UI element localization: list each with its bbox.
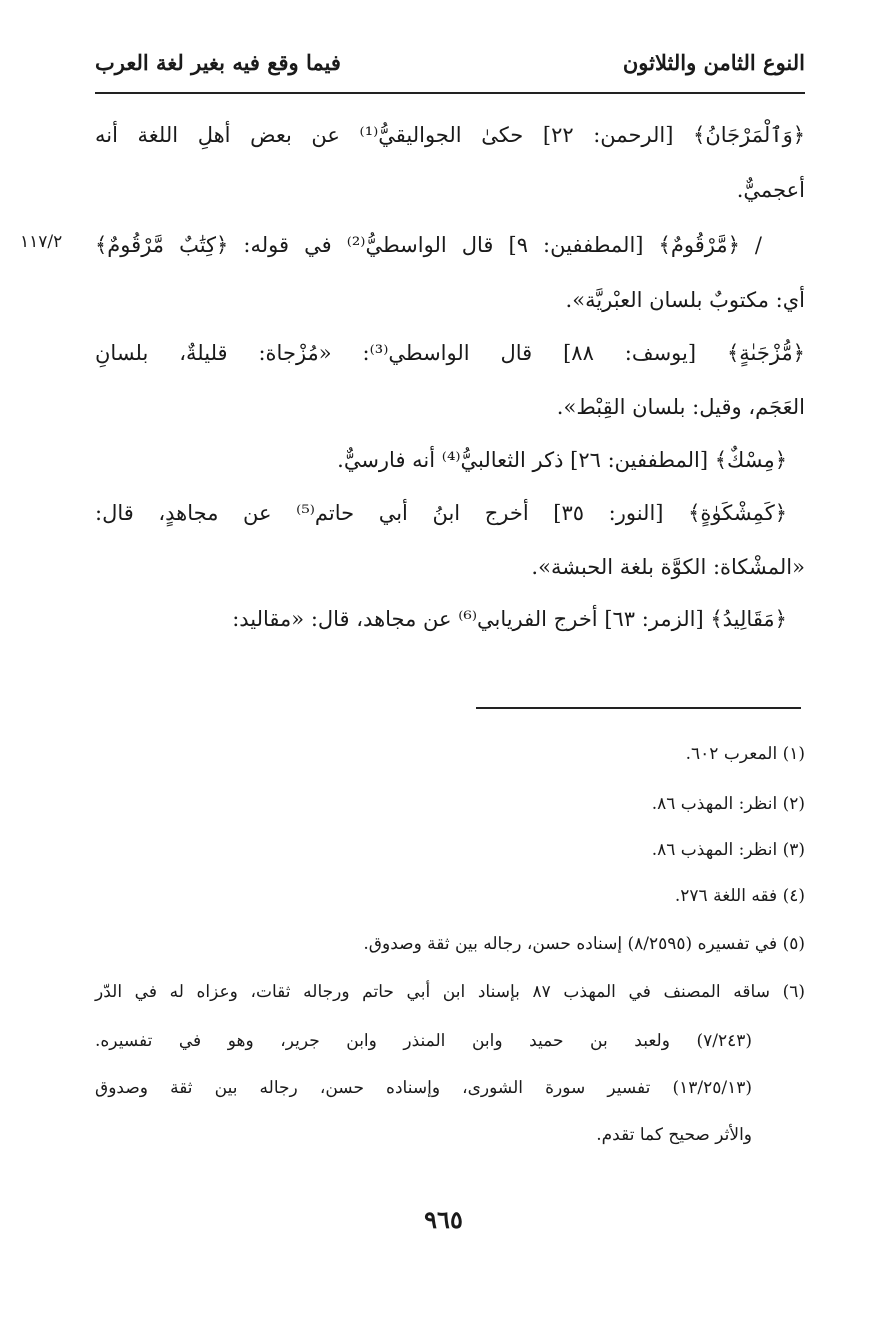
running-header	[95, 40, 805, 94]
body-line: «المشْكاة: الكوَّة بلغة الحبشة».	[531, 555, 805, 579]
footnote-separator	[476, 707, 801, 709]
body-line: أي: مكتوبٌ بلسان العبْريَّة».	[565, 288, 805, 312]
body-line: ﴿كَمِشْكَوٰةٍ﴾ [النور: ٣٥] أخرج ابنُ أبي حاتم⁽⁵⁾ عن مجاهدٍ، قال:	[95, 501, 787, 525]
page-number: ٩٦٥	[424, 1205, 463, 1234]
section-title: فيما وقع فيه بغير لغة العرب	[95, 50, 341, 75]
footnote: (٦) ساقه المصنف في المهذب ٨٧ بإسناد ابن أبي حاتم ورجاله ثقات، وعزاه له في الدّر	[95, 982, 805, 1002]
body-line: / ﴿مَّرْقُومٌ﴾ [المطففين: ٩] قال الواسطيُّ⁽²⁾ في قوله: ﴿كِتَٰبٌ مَّرْقُومٌ﴾	[95, 233, 763, 257]
footnote-continuation: والأثر صحيح كما تقدم.	[596, 1125, 752, 1145]
body-line: ﴿مِسْكٌ﴾ [المطففين: ٢٦] ذكر الثعالبيُّ⁽⁴⁾ أنه فارسيٌّ.	[337, 448, 787, 472]
footnote: (٢) انظر: المهذب ٨٦.	[651, 794, 805, 814]
footnote-continuation: (٧/٢٤٣) ولعبد بن حميد وابن المنذر وابن جرير، وهو في تفسيره.	[95, 1031, 752, 1051]
chapter-title: النوع الثامن والثلاثون	[622, 50, 805, 75]
footnote: (١) المعرب ٦٠٢.	[685, 744, 805, 764]
body-line: ﴿وَٱلْمَرْجَانُ﴾ [الرحمن: ٢٢] حكىٰ الجواليقيُّ⁽¹⁾ عن بعض أهلِ اللغة أنه	[95, 123, 806, 147]
margin-reference: ١١٧/٢	[20, 232, 63, 252]
body-line: ﴿مَقَالِيدُ﴾ [الزمر: ٦٣] أخرج الفريابي⁽⁶⁾ عن مجاهد، قال: «مقاليد:	[232, 607, 787, 631]
body-line: أعجميٌّ.	[736, 178, 805, 202]
footnote: (٣) انظر: المهذب ٨٦.	[651, 840, 805, 860]
footnote: (٥) في تفسيره (٨/٢٥٩٥) إسناده حسن، رجاله بين ثقة وصدوق.	[363, 934, 805, 954]
footnote-continuation: (١٣/٢٥/١٣) تفسير سورة الشورى، وإسناده حسن، رجاله بين ثقة وصدوق	[95, 1078, 752, 1098]
footnote: (٤) فقه اللغة ٢٧٦.	[674, 886, 805, 906]
body-line: ﴿مُّزْجَىٰةٍ﴾ [يوسف: ٨٨] قال الواسطي⁽³⁾: «مُزْجاة: قليلةٌ، بلسانِ	[95, 341, 805, 365]
body-line: العَجَم، وقيل: بلسان القِبْط».	[556, 395, 805, 419]
